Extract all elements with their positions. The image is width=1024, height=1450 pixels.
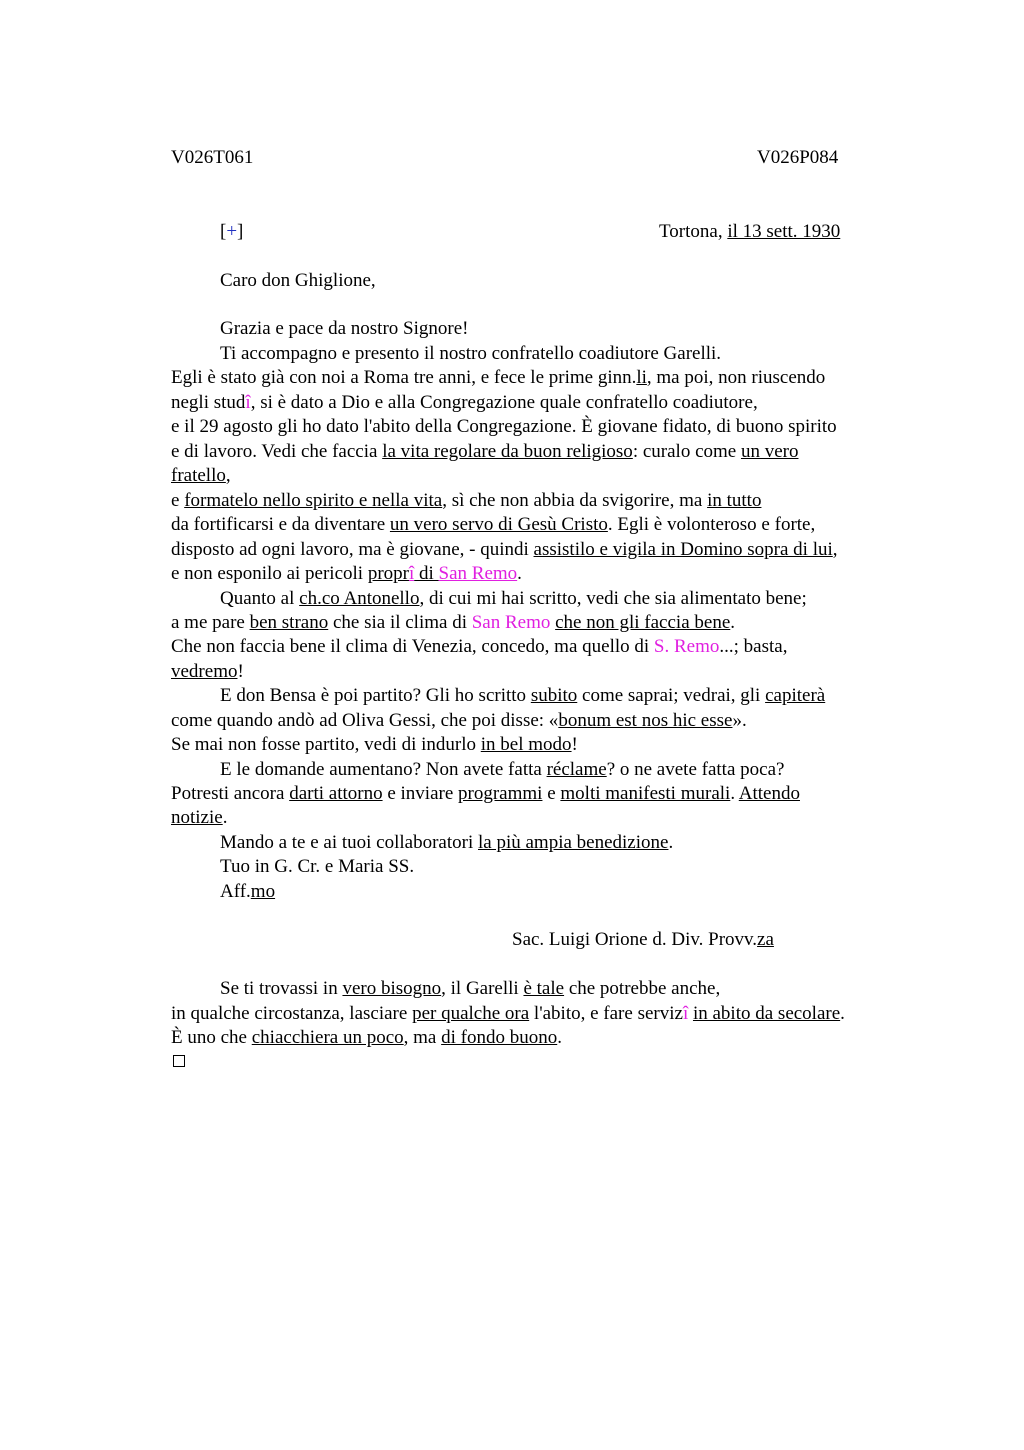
body-line-15: vedremo!	[171, 661, 244, 682]
body-line-11: e non esponilo ai pericoli proprî di San Remo.	[171, 563, 522, 584]
body-line-2: Ti accompagno e presento il nostro confratello coadiutore Garelli.	[220, 343, 722, 364]
body-line-9: da fortificarsi e da diventare un vero servo di Gesù Cristo. Egli è volonteroso e forte,	[171, 514, 816, 535]
postscript-line-3: È uno che chiacchiera un poco, ma di fondo buono.	[171, 1027, 562, 1048]
body-line-3: Egli è stato già con noi a Roma tre anni, e fece le prime ginn.li, ma poi, non riuscendo	[171, 367, 826, 388]
body-line-5: e il 29 agosto gli ho dato l'abito della Congregazione. È giovane fidato, di buono spirito	[171, 416, 837, 437]
body-line-6: e di lavoro. Vedi che faccia la vita regolare da buon religioso: curalo come un vero	[171, 441, 799, 462]
body-line-17: come quando andò ad Oliva Gessi, che poi disse: «bonum est nos hic esse».	[171, 710, 747, 731]
body-line-12: Quanto al ch.co Antonello, di cui mi hai scritto, vedi che sia alimentato bene;	[220, 588, 807, 609]
salutation: Caro don Ghiglione,	[220, 270, 376, 291]
plus-link[interactable]: +	[226, 221, 238, 242]
date: il 13 sett. 1930	[727, 221, 841, 242]
document-code-left: V026T061	[171, 147, 254, 168]
body-line-22: Mando a te e ai tuoi collaboratori la più ampia benedizione.	[220, 832, 674, 853]
bracket-open: [	[220, 221, 227, 242]
signature: Sac. Luigi Orione d. Div. Provv.za	[512, 929, 774, 950]
body-line-21: notizie.	[171, 807, 228, 828]
postscript-line-1: Se ti trovassi in vero bisogno, il Garelli è tale che potrebbe anche,	[220, 978, 721, 999]
body-line-18: Se mai non fosse partito, vedi di indurlo in bel modo!	[171, 734, 578, 755]
body-line-13: a me pare ben strano che sia il clima di San Remo che non gli faccia bene.	[171, 612, 736, 633]
body-line-14: Che non faccia bene il clima di Venezia, concedo, ma quello di S. Remo...; basta,	[171, 636, 788, 657]
end-box-icon	[173, 1055, 185, 1067]
closing-affmo: Aff.mo	[220, 881, 276, 902]
body-line-1: Grazia e pace da nostro Signore!	[220, 318, 469, 339]
place-date	[659, 220, 840, 244]
expand-marker	[220, 220, 243, 244]
body-line-8: e formatelo nello spirito e nella vita, sì che non abbia da svigorire, ma in tutto	[171, 490, 762, 511]
body-line-19: E le domande aumentano? Non avete fatta réclame? o ne avete fatta poca?	[220, 759, 785, 780]
body-line-16: E don Bensa è poi partito? Gli ho scritto subito come saprai; vedrai, gli capiterà	[220, 685, 826, 706]
body-line-20: Potresti ancora darti attorno e inviare programmi e molti manifesti murali. Attendo	[171, 783, 800, 804]
body-line-10: disposto ad ogni lavoro, ma è giovane, - quindi assistilo e vigila in Domino sopra di lui,	[171, 539, 838, 560]
bracket-close: ]	[237, 221, 244, 242]
closing-line: Tuo in G. Cr. e Maria SS.	[220, 856, 415, 877]
postscript-line-2: in qualche circostanza, lasciare per qualche ora l'abito, e fare servizî in abito da secolare.	[171, 1003, 845, 1024]
place: Tortona,	[659, 221, 728, 242]
body-line-4: negli studî, si è dato a Dio e alla Congregazione quale confratello coadiutore,	[171, 392, 758, 413]
document-code-right: V026P084	[757, 147, 839, 168]
body-line-7: fratello,	[171, 465, 231, 486]
